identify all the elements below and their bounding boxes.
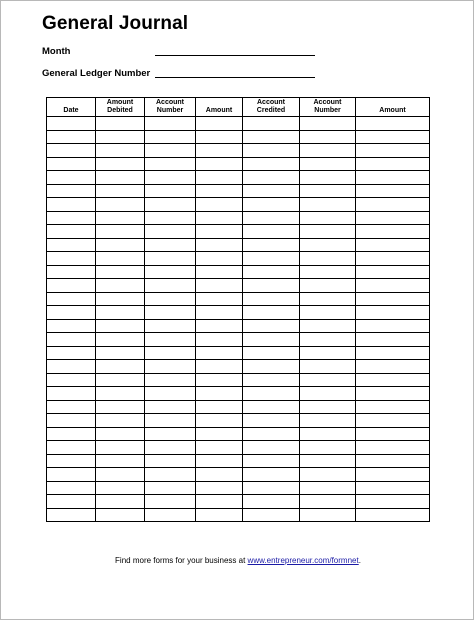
journal-entry-cell[interactable] — [96, 211, 145, 225]
journal-entry-cell[interactable] — [243, 481, 300, 495]
table-row — [47, 252, 430, 266]
journal-entry-cell[interactable] — [196, 495, 243, 509]
journal-entry-cell[interactable] — [300, 360, 356, 374]
column-header-line2: Amount — [379, 107, 406, 114]
journal-entry-cell[interactable] — [243, 427, 300, 441]
journal-entry-cell[interactable] — [300, 495, 356, 509]
journal-entry-cell[interactable] — [96, 360, 145, 374]
journal-entry-cell[interactable] — [145, 117, 196, 131]
table-row — [47, 360, 430, 374]
journal-entry-cell[interactable] — [300, 319, 356, 333]
journal-entry-cell[interactable] — [47, 427, 96, 441]
journal-entry-cell[interactable] — [96, 130, 145, 144]
journal-entry-cell[interactable] — [96, 454, 145, 468]
journal-entry-cell[interactable] — [356, 252, 430, 266]
journal-entry-cell[interactable] — [356, 468, 430, 482]
journal-entry-cell[interactable] — [300, 414, 356, 428]
footer-suffix: . — [358, 556, 361, 565]
journal-entry-cell[interactable] — [47, 252, 96, 266]
journal-entry-cell[interactable] — [96, 117, 145, 131]
column-header-line1: Amount — [106, 99, 134, 106]
journal-entry-cell[interactable] — [96, 387, 145, 401]
table-row — [47, 468, 430, 482]
journal-entry-cell[interactable] — [300, 144, 356, 158]
journal-entry-cell[interactable] — [145, 238, 196, 252]
journal-entry-cell[interactable] — [300, 265, 356, 279]
journal-entry-cell[interactable] — [243, 198, 300, 212]
journal-entry-cell[interactable] — [243, 360, 300, 374]
column-header-date — [47, 98, 96, 117]
journal-entry-cell[interactable] — [47, 454, 96, 468]
journal-entry-cell[interactable] — [356, 441, 430, 455]
journal-entry-cell[interactable] — [47, 211, 96, 225]
journal-entry-cell[interactable] — [47, 117, 96, 131]
general-ledger-number-label: General Ledger Number — [42, 68, 151, 79]
column-header-line2: Amount — [205, 107, 233, 114]
journal-entry-cell[interactable] — [47, 495, 96, 509]
journal-entry-cell[interactable] — [145, 468, 196, 482]
journal-entry-cell[interactable] — [96, 238, 145, 252]
journal-entry-cell[interactable] — [196, 292, 243, 306]
column-header-account-number-credit — [300, 98, 356, 117]
journal-entry-cell[interactable] — [145, 171, 196, 185]
journal-entry-cell[interactable] — [300, 427, 356, 441]
column-header-account-number-debit — [145, 98, 196, 117]
journal-entry-cell[interactable] — [196, 184, 243, 198]
journal-entry-cell[interactable] — [196, 414, 243, 428]
journal-table — [46, 97, 430, 522]
journal-entry-cell[interactable] — [96, 481, 145, 495]
journal-entry-cell[interactable] — [47, 265, 96, 279]
column-header-line2: Number — [156, 107, 184, 114]
journal-entry-cell[interactable] — [145, 157, 196, 171]
journal-entry-cell[interactable] — [96, 495, 145, 509]
journal-entry-cell[interactable] — [96, 400, 145, 414]
journal-entry-cell[interactable] — [243, 117, 300, 131]
journal-entry-cell[interactable] — [300, 171, 356, 185]
journal-entry-cell[interactable] — [196, 279, 243, 293]
journal-entry-cell[interactable] — [145, 184, 196, 198]
journal-entry-cell[interactable] — [96, 346, 145, 360]
journal-entry-cell[interactable] — [196, 252, 243, 266]
footer-link[interactable]: www.entrepreneur.com/formnet — [247, 556, 359, 565]
journal-entry-cell[interactable] — [243, 279, 300, 293]
journal-entry-cell[interactable] — [47, 130, 96, 144]
journal-entry-cell[interactable] — [356, 508, 430, 522]
journal-table-body — [47, 117, 430, 522]
table-row — [47, 346, 430, 360]
journal-entry-cell[interactable] — [356, 387, 430, 401]
journal-entry-cell[interactable] — [196, 360, 243, 374]
table-row — [47, 144, 430, 158]
journal-entry-cell[interactable] — [356, 427, 430, 441]
journal-entry-cell[interactable] — [196, 238, 243, 252]
journal-entry-cell[interactable] — [196, 454, 243, 468]
journal-entry-cell[interactable] — [145, 225, 196, 239]
journal-entry-cell[interactable] — [145, 360, 196, 374]
column-header-line1: Account — [257, 99, 285, 106]
journal-entry-cell[interactable] — [145, 346, 196, 360]
journal-entry-cell[interactable] — [196, 346, 243, 360]
journal-entry-cell[interactable] — [96, 373, 145, 387]
table-row — [47, 427, 430, 441]
journal-entry-cell[interactable] — [356, 306, 430, 320]
journal-entry-cell[interactable] — [96, 306, 145, 320]
journal-entry-cell[interactable] — [243, 157, 300, 171]
journal-entry-cell[interactable] — [356, 198, 430, 212]
journal-entry-cell[interactable] — [356, 130, 430, 144]
journal-entry-cell[interactable] — [243, 130, 300, 144]
journal-entry-cell[interactable] — [196, 306, 243, 320]
journal-entry-cell[interactable] — [300, 130, 356, 144]
journal-entry-cell[interactable] — [300, 441, 356, 455]
footer-text: Find more forms for your business at — [115, 556, 248, 565]
journal-entry-cell[interactable] — [300, 252, 356, 266]
journal-entry-cell[interactable] — [145, 373, 196, 387]
journal-entry-cell[interactable] — [196, 157, 243, 171]
journal-entry-cell[interactable] — [300, 333, 356, 347]
journal-entry-cell[interactable] — [356, 238, 430, 252]
journal-entry-cell[interactable] — [243, 387, 300, 401]
journal-entry-cell[interactable] — [145, 441, 196, 455]
journal-entry-cell[interactable] — [47, 387, 96, 401]
journal-entry-cell[interactable] — [243, 184, 300, 198]
journal-entry-cell[interactable] — [243, 333, 300, 347]
journal-entry-cell[interactable] — [243, 468, 300, 482]
journal-entry-cell[interactable] — [96, 468, 145, 482]
journal-entry-cell[interactable] — [47, 292, 96, 306]
journal-entry-cell[interactable] — [356, 184, 430, 198]
journal-entry-cell[interactable] — [356, 171, 430, 185]
journal-entry-cell[interactable] — [243, 171, 300, 185]
table-row — [47, 481, 430, 495]
journal-entry-cell[interactable] — [356, 292, 430, 306]
table-row — [47, 157, 430, 171]
journal-entry-cell[interactable] — [196, 171, 243, 185]
month-field[interactable] — [155, 55, 315, 56]
table-row — [47, 400, 430, 414]
journal-entry-cell[interactable] — [96, 144, 145, 158]
table-row — [47, 292, 430, 306]
journal-entry-cell[interactable] — [356, 279, 430, 293]
column-header-line2: Date — [63, 107, 79, 114]
journal-entry-cell[interactable] — [356, 346, 430, 360]
journal-entry-cell[interactable] — [356, 225, 430, 239]
journal-entry-cell[interactable] — [145, 211, 196, 225]
journal-entry-cell[interactable] — [47, 306, 96, 320]
table-row — [47, 414, 430, 428]
journal-entry-cell[interactable] — [300, 225, 356, 239]
column-header-account-credited — [243, 98, 300, 117]
journal-entry-cell[interactable] — [96, 171, 145, 185]
journal-entry-cell[interactable] — [196, 373, 243, 387]
journal-entry-cell[interactable] — [145, 130, 196, 144]
journal-entry-cell[interactable] — [47, 468, 96, 482]
journal-entry-cell[interactable] — [243, 454, 300, 468]
journal-entry-cell[interactable] — [145, 319, 196, 333]
journal-entry-cell[interactable] — [356, 319, 430, 333]
table-row — [47, 454, 430, 468]
footer — [1, 556, 474, 565]
journal-entry-cell[interactable] — [196, 333, 243, 347]
journal-entry-cell[interactable] — [243, 225, 300, 239]
journal-entry-cell[interactable] — [243, 319, 300, 333]
journal-entry-cell[interactable] — [96, 157, 145, 171]
journal-entry-cell[interactable] — [356, 157, 430, 171]
journal-entry-cell[interactable] — [300, 238, 356, 252]
journal-entry-cell[interactable] — [96, 184, 145, 198]
journal-entry-cell[interactable] — [196, 400, 243, 414]
column-header-amount-credit — [356, 98, 430, 117]
journal-entry-cell[interactable] — [300, 400, 356, 414]
journal-entry-cell[interactable] — [196, 508, 243, 522]
journal-entry-cell[interactable] — [145, 144, 196, 158]
journal-entry-cell[interactable] — [243, 346, 300, 360]
journal-entry-cell[interactable] — [145, 306, 196, 320]
journal-entry-cell[interactable] — [47, 373, 96, 387]
journal-entry-cell[interactable] — [300, 508, 356, 522]
journal-entry-cell[interactable] — [47, 333, 96, 347]
table-row — [47, 184, 430, 198]
journal-entry-cell[interactable] — [47, 157, 96, 171]
journal-entry-cell[interactable] — [196, 468, 243, 482]
journal-entry-cell[interactable] — [196, 198, 243, 212]
journal-entry-cell[interactable] — [300, 373, 356, 387]
journal-entry-cell[interactable] — [196, 211, 243, 225]
journal-entry-cell[interactable] — [300, 346, 356, 360]
journal-entry-cell[interactable] — [47, 184, 96, 198]
journal-entry-cell[interactable] — [243, 400, 300, 414]
table-row — [47, 333, 430, 347]
journal-entry-cell[interactable] — [196, 117, 243, 131]
journal-entry-cell[interactable] — [145, 333, 196, 347]
journal-entry-cell[interactable] — [356, 333, 430, 347]
journal-entry-cell[interactable] — [356, 414, 430, 428]
table-row — [47, 508, 430, 522]
journal-entry-cell[interactable] — [96, 225, 145, 239]
journal-entry-cell[interactable] — [300, 292, 356, 306]
journal-entry-cell[interactable] — [145, 279, 196, 293]
table-row — [47, 225, 430, 239]
column-header-amount-debited — [96, 98, 145, 117]
journal-entry-cell[interactable] — [356, 117, 430, 131]
table-row — [47, 319, 430, 333]
journal-entry-cell[interactable] — [145, 400, 196, 414]
journal-entry-cell[interactable] — [356, 144, 430, 158]
journal-entry-cell[interactable] — [47, 414, 96, 428]
page-title: General Journal — [42, 13, 189, 34]
journal-entry-cell[interactable] — [300, 481, 356, 495]
journal-entry-cell[interactable] — [300, 211, 356, 225]
journal-entry-cell[interactable] — [47, 144, 96, 158]
journal-entry-cell[interactable] — [47, 319, 96, 333]
column-header-line2: Credited — [256, 107, 286, 114]
journal-entry-cell[interactable] — [96, 427, 145, 441]
journal-entry-cell[interactable] — [300, 306, 356, 320]
journal-entry-cell[interactable] — [145, 292, 196, 306]
journal-entry-cell[interactable] — [96, 292, 145, 306]
journal-entry-cell[interactable] — [96, 441, 145, 455]
journal-entry-cell[interactable] — [356, 360, 430, 374]
journal-entry-cell[interactable] — [356, 495, 430, 509]
journal-entry-cell[interactable] — [243, 238, 300, 252]
journal-entry-cell[interactable] — [145, 508, 196, 522]
table-row — [47, 373, 430, 387]
journal-entry-cell[interactable] — [243, 252, 300, 266]
journal-entry-cell[interactable] — [96, 508, 145, 522]
journal-entry-cell[interactable] — [47, 508, 96, 522]
journal-entry-cell[interactable] — [145, 265, 196, 279]
journal-entry-cell[interactable] — [300, 198, 356, 212]
journal-entry-cell[interactable] — [243, 306, 300, 320]
journal-entry-cell[interactable] — [300, 387, 356, 401]
journal-entry-cell[interactable] — [96, 265, 145, 279]
journal-entry-cell[interactable] — [145, 495, 196, 509]
journal-entry-cell[interactable] — [96, 333, 145, 347]
journal-entry-cell[interactable] — [243, 144, 300, 158]
table-header-row — [47, 98, 430, 117]
journal-entry-cell[interactable] — [243, 508, 300, 522]
journal-entry-cell[interactable] — [243, 495, 300, 509]
journal-entry-cell[interactable] — [196, 319, 243, 333]
journal-entry-cell[interactable] — [196, 481, 243, 495]
table-row — [47, 306, 430, 320]
journal-entry-cell[interactable] — [356, 373, 430, 387]
column-header-line2: Number — [314, 107, 341, 114]
table-row — [47, 387, 430, 401]
column-header-line1: Account — [156, 99, 184, 106]
journal-entry-cell[interactable] — [96, 252, 145, 266]
journal-entry-cell[interactable] — [145, 198, 196, 212]
table-row — [47, 238, 430, 252]
journal-entry-cell[interactable] — [96, 319, 145, 333]
column-header-amount-debit — [196, 98, 243, 117]
table-row — [47, 198, 430, 212]
table-row — [47, 171, 430, 185]
journal-entry-cell[interactable] — [300, 454, 356, 468]
journal-entry-cell[interactable] — [145, 481, 196, 495]
journal-entry-cell[interactable] — [47, 400, 96, 414]
journal-entry-cell[interactable] — [356, 211, 430, 225]
journal-entry-cell[interactable] — [243, 414, 300, 428]
journal-entry-cell[interactable] — [300, 184, 356, 198]
journal-entry-cell[interactable] — [96, 414, 145, 428]
journal-entry-cell[interactable] — [47, 238, 96, 252]
journal-entry-cell[interactable] — [196, 144, 243, 158]
table-row — [47, 279, 430, 293]
journal-entry-cell[interactable] — [300, 279, 356, 293]
journal-entry-cell[interactable] — [243, 211, 300, 225]
journal-entry-cell[interactable] — [145, 414, 196, 428]
journal-entry-cell[interactable] — [196, 265, 243, 279]
journal-entry-cell[interactable] — [243, 292, 300, 306]
journal-entry-cell[interactable] — [96, 198, 145, 212]
journal-entry-cell[interactable] — [300, 157, 356, 171]
journal-entry-cell[interactable] — [196, 130, 243, 144]
general-ledger-number-field[interactable] — [155, 77, 315, 78]
journal-entry-cell[interactable] — [47, 441, 96, 455]
table-row — [47, 130, 430, 144]
table-row — [47, 265, 430, 279]
journal-entry-cell[interactable] — [47, 360, 96, 374]
journal-entry-cell[interactable] — [356, 400, 430, 414]
journal-entry-cell[interactable] — [96, 279, 145, 293]
column-header-line2: Debited — [107, 107, 133, 114]
journal-entry-cell[interactable] — [356, 481, 430, 495]
table-row — [47, 211, 430, 225]
journal-entry-cell[interactable] — [145, 252, 196, 266]
table-row — [47, 495, 430, 509]
journal-entry-cell[interactable] — [356, 265, 430, 279]
journal-entry-cell[interactable] — [243, 441, 300, 455]
journal-entry-cell[interactable] — [47, 346, 96, 360]
journal-entry-cell[interactable] — [145, 454, 196, 468]
journal-entry-cell[interactable] — [47, 225, 96, 239]
journal-entry-cell[interactable] — [145, 427, 196, 441]
journal-entry-cell[interactable] — [47, 279, 96, 293]
column-header-line1: Account — [313, 99, 342, 106]
table-row — [47, 441, 430, 455]
journal-entry-cell[interactable] — [243, 373, 300, 387]
table-row — [47, 117, 430, 131]
journal-entry-cell[interactable] — [356, 454, 430, 468]
journal-entry-cell[interactable] — [300, 468, 356, 482]
journal-entry-cell[interactable] — [47, 481, 96, 495]
journal-entry-cell[interactable] — [196, 225, 243, 239]
journal-entry-cell[interactable] — [196, 387, 243, 401]
journal-entry-cell[interactable] — [47, 198, 96, 212]
journal-entry-cell[interactable] — [47, 171, 96, 185]
journal-entry-cell[interactable] — [300, 117, 356, 131]
journal-entry-cell[interactable] — [243, 265, 300, 279]
journal-entry-cell[interactable] — [196, 441, 243, 455]
journal-entry-cell[interactable] — [145, 387, 196, 401]
month-label: Month — [42, 46, 71, 57]
journal-entry-cell[interactable] — [196, 427, 243, 441]
